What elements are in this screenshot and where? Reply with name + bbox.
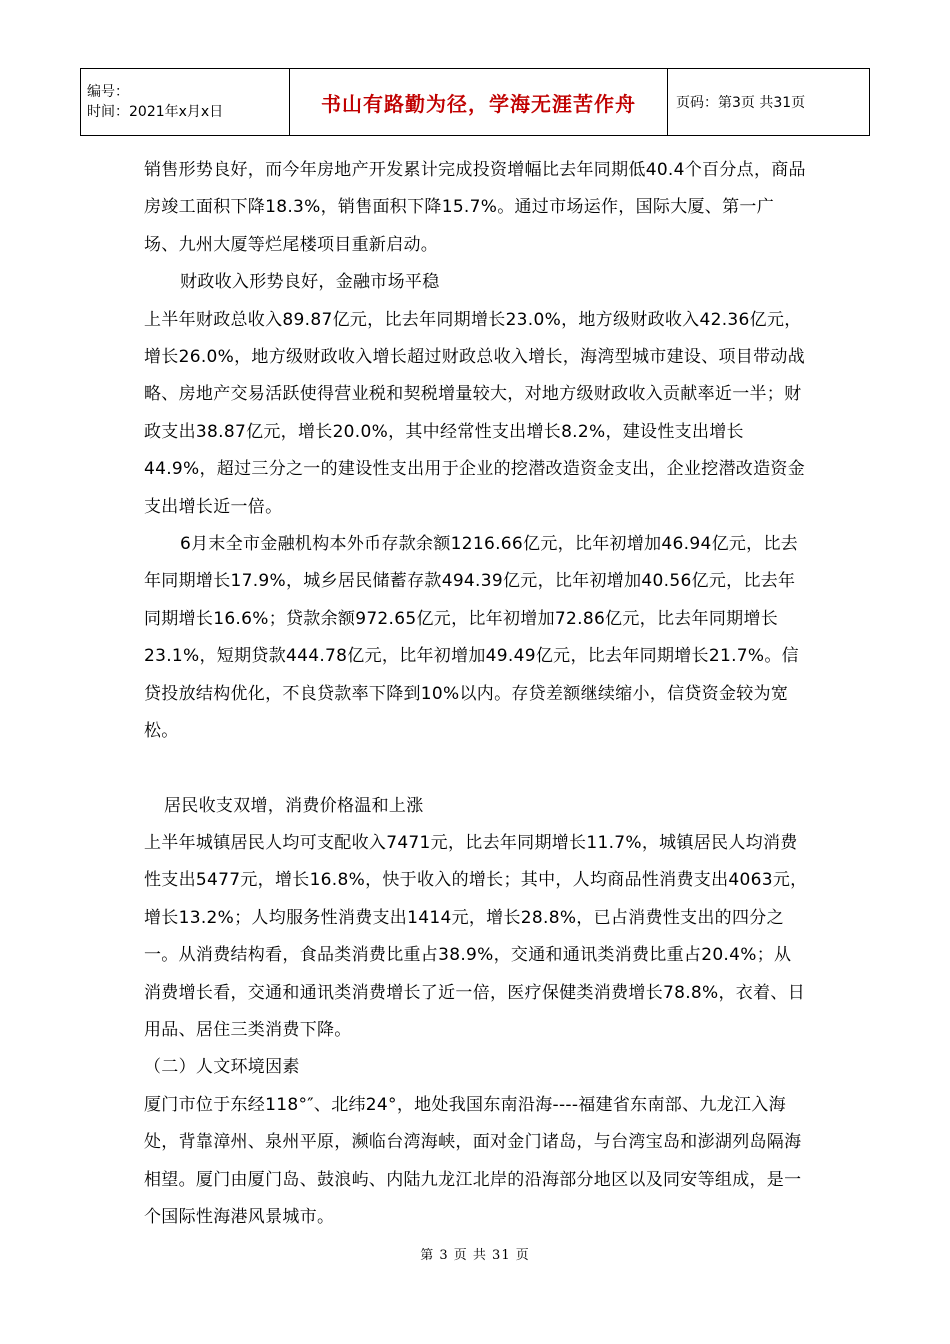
document-date: 时间：2021年x月x日 xyxy=(87,104,224,120)
document-body xyxy=(144,152,808,1236)
paragraph-real-estate: 销售形势良好，而今年房地产开发累计完成投资增幅比去年同期低40.4个百分点，商品房竣工面积下降18.3%，销售面积下降15.7%。通过市场运作，国际大厦、第一广场、九州大厦等烂尾楼项目重新启动。 xyxy=(144,160,806,255)
page-footer: 第 3 页 共 31 页 xyxy=(420,1248,530,1263)
paragraph-consumption: 上半年城镇居民人均可支配收入7471元，比去年同期增长11.7%，城镇居民人均消费性支出5477元，增长16.8%，快于收入的增长；其中，人均商品性消费支出4063元，增长13.2%；人均服务性消费支出1414元，增长28.8%，已占消费性支出的四分之一。从消费结构看，食品类消费比重占38.9%，交通和通讯类消费比重占20.4%；从消费增长看，交通和通讯类消费增长了近一倍，医疗保健类消费增长78.8%，衣着、日用品、居住三类消费下降。 xyxy=(144,832,808,1040)
paragraph-fiscal: 上半年财政总收入89.87亿元，比去年同期增长23.0%，地方级财政收入42.36亿元，增长26.0%，地方级财政收入增长超过财政总收入增长，海湾型城市建设、项目带动战略、房地产交易活跃使得营业税和契税增量较大，对地方级财政收入贡献率近一半；财政支出38.87亿元，增长20.0%，其中经常性支出增长8.2%，建设性支出增长44.9%，超过三分之一的建设性支出用于企业的挖潜改造资金支出，企业挖潜改造资金支出增长近一倍。 xyxy=(144,309,806,517)
header-page-info: 页码：第3页 共31页 xyxy=(668,69,870,136)
header-motto: 书山有路勤为径，学海无涯苦作舟 xyxy=(290,69,668,136)
section-heading-finance: 财政收入形势良好，金融市场平稳 xyxy=(180,272,440,293)
section-heading-cultural: （二）人文环境因素 xyxy=(144,1057,300,1078)
paragraph-geography: 厦门市位于东经118°″、北纬24°，地处我国东南沿海----福建省东南部、九龙江入海处，背靠漳州、泉州平原，濒临台湾海峡，面对金门诸岛，与台湾宝岛和澎湖列岛隔海相望。厦门由厦门岛、鼓浪屿、内陆九龙江北岸的沿海部分地区以及同安等组成，是一个国际性海港风景城市。 xyxy=(144,1094,802,1227)
page-header xyxy=(80,68,870,136)
section-heading-consumption: 居民收支双增，消费价格温和上涨 xyxy=(164,795,424,816)
blank-line xyxy=(144,751,808,788)
header-meta xyxy=(81,69,290,136)
document-number-label: 编号： xyxy=(87,84,129,100)
paragraph-banking: 6月末全市金融机构本外币存款余额1216.66亿元，比年初增加46.94亿元，比去年同期增长17.9%，城乡居民储蓄存款494.39亿元，比年初增加40.56亿元，比去年同期增长16.6%；贷款余额972.65亿元，比年初增加72.86亿元，比去年同期增长23.1%，短期贷款444.78亿元，比年初增加49.49亿元，比去年同期增长21.7%。信贷投放结构优化，不良贷款率下降到10%以内。存贷差额继续缩小，信贷资金较为宽松。 xyxy=(144,534,799,742)
